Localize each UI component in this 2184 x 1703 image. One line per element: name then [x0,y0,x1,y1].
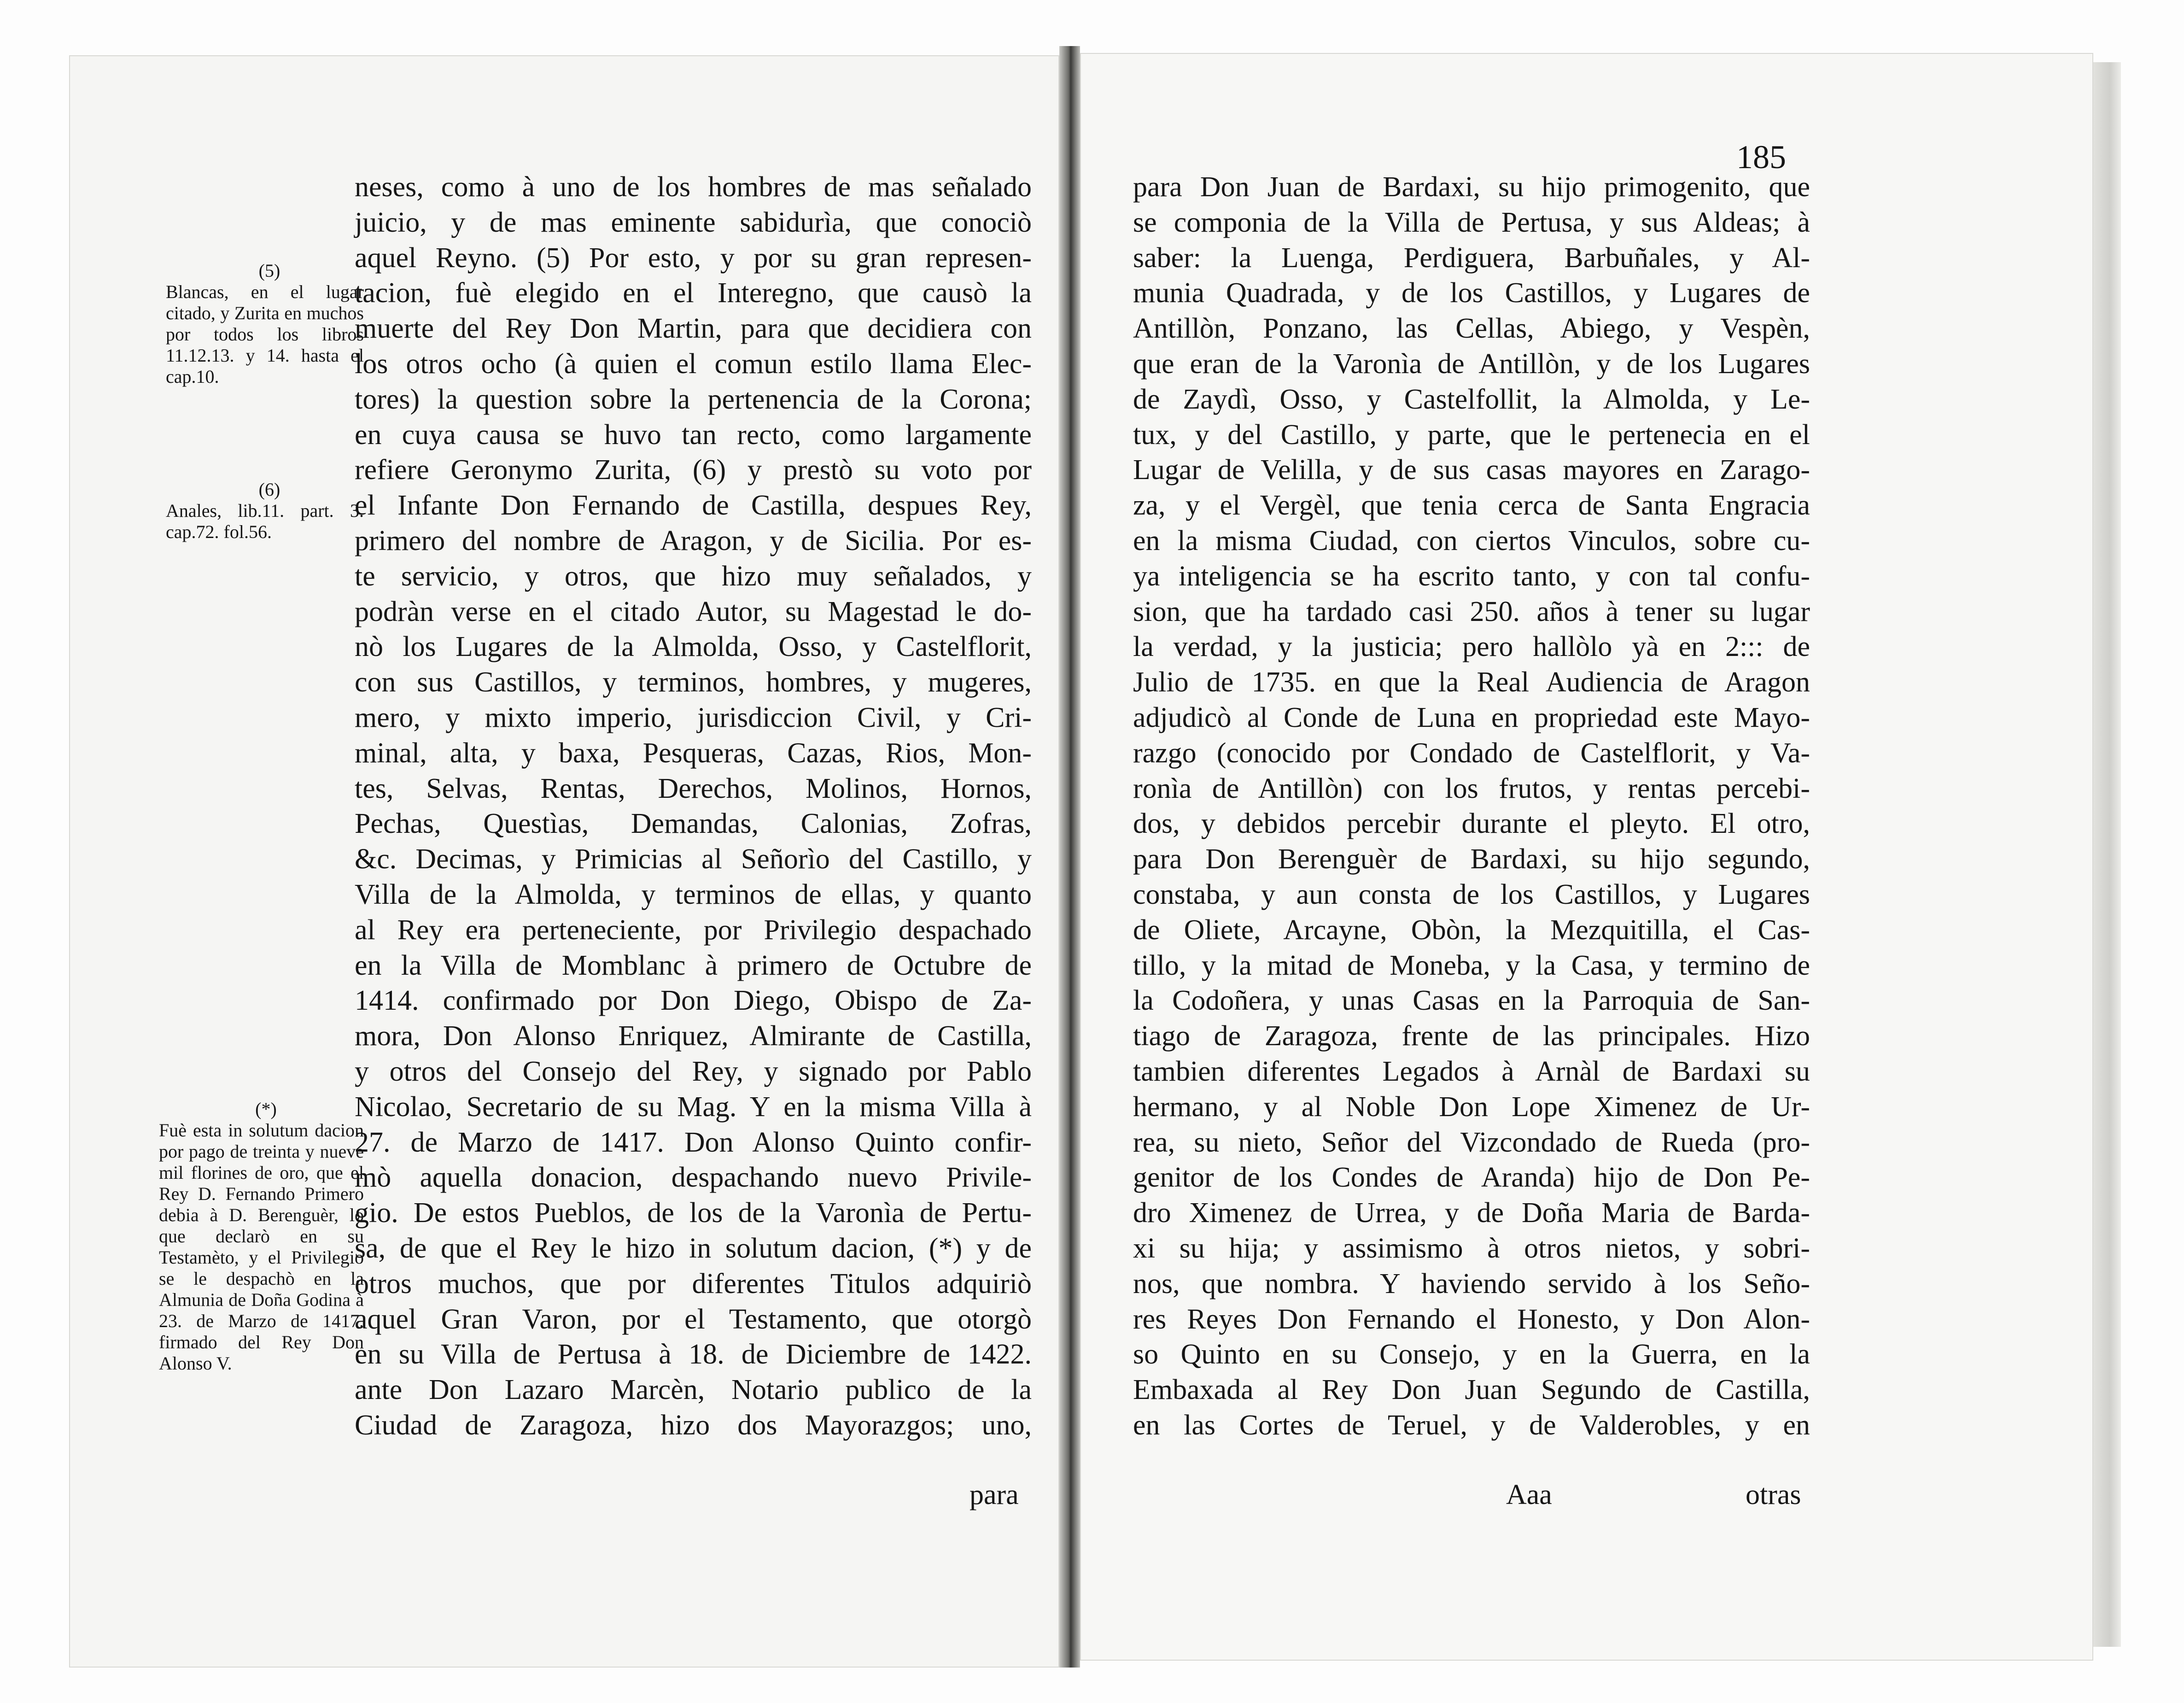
book-gutter [1059,46,1080,1668]
text-line: ante Don Lazaro Marcèn, Notario publico de la [355,1374,1032,1406]
text-line: tambien diferentes Legados à Arnàl de Bardaxi su [1133,1055,1810,1087]
text-line: de Oliete, Arcayne, Obòn, la Mezquitilla, el Cas- [1133,914,1810,946]
text-line: en las Cortes de Teruel, y de Valderobles, y en [1133,1409,1810,1441]
text-line: te servicio, y otros, que hizo muy señalados, y [355,560,1032,592]
text-line: xi su hija; y assimismo à otros nietos, y sobri- [1133,1232,1810,1264]
text-line: munia Quadrada, y de los Castillos, y Lugares de [1133,277,1810,309]
text-line: para Don Juan de Bardaxi, su hijo primogenito, que [1133,171,1810,203]
text-line: con sus Castillos, y terminos, hombres, y mugeres, [355,667,1032,698]
margin-note-text: Blancas, en el lugar citado, y Zurita en muchos por todos los libros 11.12.13. y 14. hasta el cap.10. [166,281,364,387]
text-line: &c. Decimas, y Primicias al Señorìo del Castillo, y [355,843,1032,875]
text-line: neses, como à uno de los hombres de mas señalado [355,171,1032,203]
margin-note-6 [166,479,364,543]
text-line: mora, Don Alonso Enriquez, Almirante de Castilla, [355,1020,1032,1052]
text-line: tores) la question sobre la pertenencia de la Corona; [355,383,1032,415]
text-line: para Don Berenguèr de Bardaxi, su hijo segundo, [1133,843,1810,875]
text-line: Villa de la Almolda, y terminos de ellas, y quanto [355,878,1032,910]
text-line: rea, su nieto, Señor del Vizcondado de Rueda (pro- [1133,1126,1810,1158]
text-line: genitor de los Condes de Aranda) hijo de Don Pe- [1133,1162,1810,1194]
text-line: saber: la Luenga, Perdiguera, Barbuñales, y Al- [1133,242,1810,274]
margin-note-marker: (5) [258,260,280,281]
text-line: mero, y mixto imperio, jurisdiccion Civil, y Cri- [355,702,1032,733]
text-line: refiere Geronymo Zurita, (6) y prestò su voto por [355,454,1032,486]
text-line: constaba, y aun consta de los Castillos, y Lugares [1133,878,1810,910]
text-line: aquel Reyno. (5) Por esto, y por su gran represen- [355,242,1032,274]
text-line: se componia de la Villa de Pertusa, y sus Aldeas; à [1133,206,1810,238]
text-line: Lugar de Velilla, y de sus casas mayores en Zarago- [1133,454,1810,486]
text-line: que eran de la Varonìa de Antillòn, y de los Lugares [1133,348,1810,380]
text-line: primero del nombre de Aragon, y de Sicilia. Por es- [355,525,1032,556]
text-line: tes, Selvas, Rentas, Derechos, Molinos, Hornos, [355,772,1032,804]
margin-note-5 [166,260,364,387]
text-line: dro Ximenez de Urrea, y de Doña Maria de Barda- [1133,1197,1810,1229]
text-line: Ciudad de Zaragoza, hizo dos Mayorazgos; uno, [355,1409,1032,1441]
page-edges [2093,62,2121,1647]
left-page-body [355,170,1032,1443]
text-line: Antillòn, Ponzano, las Cellas, Abiego, y Vespèn, [1133,313,1810,345]
text-line: en cuya causa se huvo tan recto, como largamente [355,419,1032,451]
text-line: nos, que nombra. Y haviendo servido à los Seño- [1133,1268,1810,1299]
right-catchword: otras [1746,1479,1801,1510]
signature-mark: Aaa [1506,1479,1552,1510]
text-line: en la misma Ciudad, con ciertos Vinculos, sobre cu- [1133,525,1810,556]
left-catchword: para [969,1479,1019,1510]
text-line: Nicolao, Secretario de su Mag. Y en la misma Villa à [355,1091,1032,1123]
text-line: tacion, fuè elegido en el Interegno, que causò la [355,277,1032,309]
text-line: za, y el Vergèl, que tenia cerca de Santa Engracia [1133,490,1810,521]
text-line: minal, alta, y baxa, Pesqueras, Cazas, Rios, Mon- [355,737,1032,769]
text-line: tux, y del Castillo, y parte, que le pertenecia en el [1133,419,1810,451]
text-line: dos, y debidos percebir durante el pleyto. El otro, [1133,808,1810,840]
text-line: podràn verse en el citado Autor, su Magestad le do- [355,596,1032,627]
text-line: Embaxada al Rey Don Juan Segundo de Castilla, [1133,1374,1810,1406]
text-line: aquel Gran Varon, por el Testamento, que otorgò [355,1303,1032,1335]
text-line: gio. De estos Pueblos, de los de la Varonìa de Pertu- [355,1197,1032,1229]
text-line: Julio de 1735. en que la Real Audiencia de Aragon [1133,667,1810,698]
text-line: el Infante Don Fernando de Castilla, despues Rey, [355,490,1032,521]
margin-note-text: Anales, lib.11. part. 3. cap.72. fol.56. [166,500,364,542]
text-line: adjudicò al Conde de Luna en propriedad este Mayo- [1133,702,1810,733]
text-line: la verdad, y la justicia; pero hallòlo yà en 2::: de [1133,631,1810,663]
text-line: sion, que ha tardado casi 250. años à tener su lugar [1133,596,1810,627]
right-page-body [1133,170,1810,1443]
text-line: al Rey era perteneciente, por Privilegio despachado [355,914,1032,946]
text-line: tillo, y la mitad de Moneba, y la Casa, y termino de [1133,949,1810,981]
text-line: razgo (conocido por Condado de Castelflorit, y Va- [1133,737,1810,769]
text-line: juicio, y de mas eminente sabidurìa, que conociò [355,206,1032,238]
text-line: hermano, y al Noble Don Lope Ximenez de Ur- [1133,1091,1810,1123]
text-line: ronìa de Antillòn) con los frutos, y rentas percebi- [1133,772,1810,804]
text-line: la Codoñera, y unas Casas en la Parroquia de San- [1133,985,1810,1017]
text-line: 27. de Marzo de 1417. Don Alonso Quinto confir- [355,1126,1032,1158]
margin-note-marker: (6) [258,479,280,500]
page-number: 185 [1736,139,1786,176]
text-line: otros muchos, que por diferentes Titulos adquiriò [355,1268,1032,1299]
text-line: muerte del Rey Don Martin, para que decidiera con [355,313,1032,345]
text-line: ya inteligencia se ha escrito tanto, y con tal confu- [1133,560,1810,592]
text-line: Pechas, Questìas, Demandas, Calonias, Zofras, [355,808,1032,840]
text-line: de Zaydì, Osso, y Castelfollit, la Almolda, y Le- [1133,383,1810,415]
text-line: en su Villa de Pertusa à 18. de Diciembre de 1422. [355,1339,1032,1370]
margin-note-text: Fuè esta in solutum dacion por pago de treinta y nueve mil florines de oro, que el Rey D. Fernando Primero debia à D. Berenguèr, lo que declarò en su Testamèto, y el Privilegio se le despachò en la Almunia de Doña Godina à 23. de Marzo de 1417. firmado del Rey Don Alonso V. [159,1120,364,1374]
text-line: en la Villa de Momblanc à primero de Octubre de [355,949,1032,981]
text-line: nò los Lugares de la Almolda, Osso, y Castelflorit, [355,631,1032,663]
text-line: tiago de Zaragoza, frente de las principales. Hizo [1133,1020,1810,1052]
text-line: y otros del Consejo del Rey, y signado por Pablo [355,1055,1032,1087]
text-line: sa, de que el Rey le hizo in solutum dacion, (*) y de [355,1232,1032,1264]
text-line: 1414. confirmado por Don Diego, Obispo de Za- [355,985,1032,1017]
text-line: los otros ocho (à quien el comun estilo llama Elec- [355,348,1032,380]
margin-note-asterisk [159,1099,364,1374]
text-line: so Quinto en su Consejo, y en la Guerra, en la [1133,1339,1810,1370]
text-line: mò aquella donacion, despachando nuevo Privile- [355,1162,1032,1194]
text-line: res Reyes Don Fernando el Honesto, y Don Alon- [1133,1303,1810,1335]
margin-note-marker: (*) [255,1099,277,1119]
